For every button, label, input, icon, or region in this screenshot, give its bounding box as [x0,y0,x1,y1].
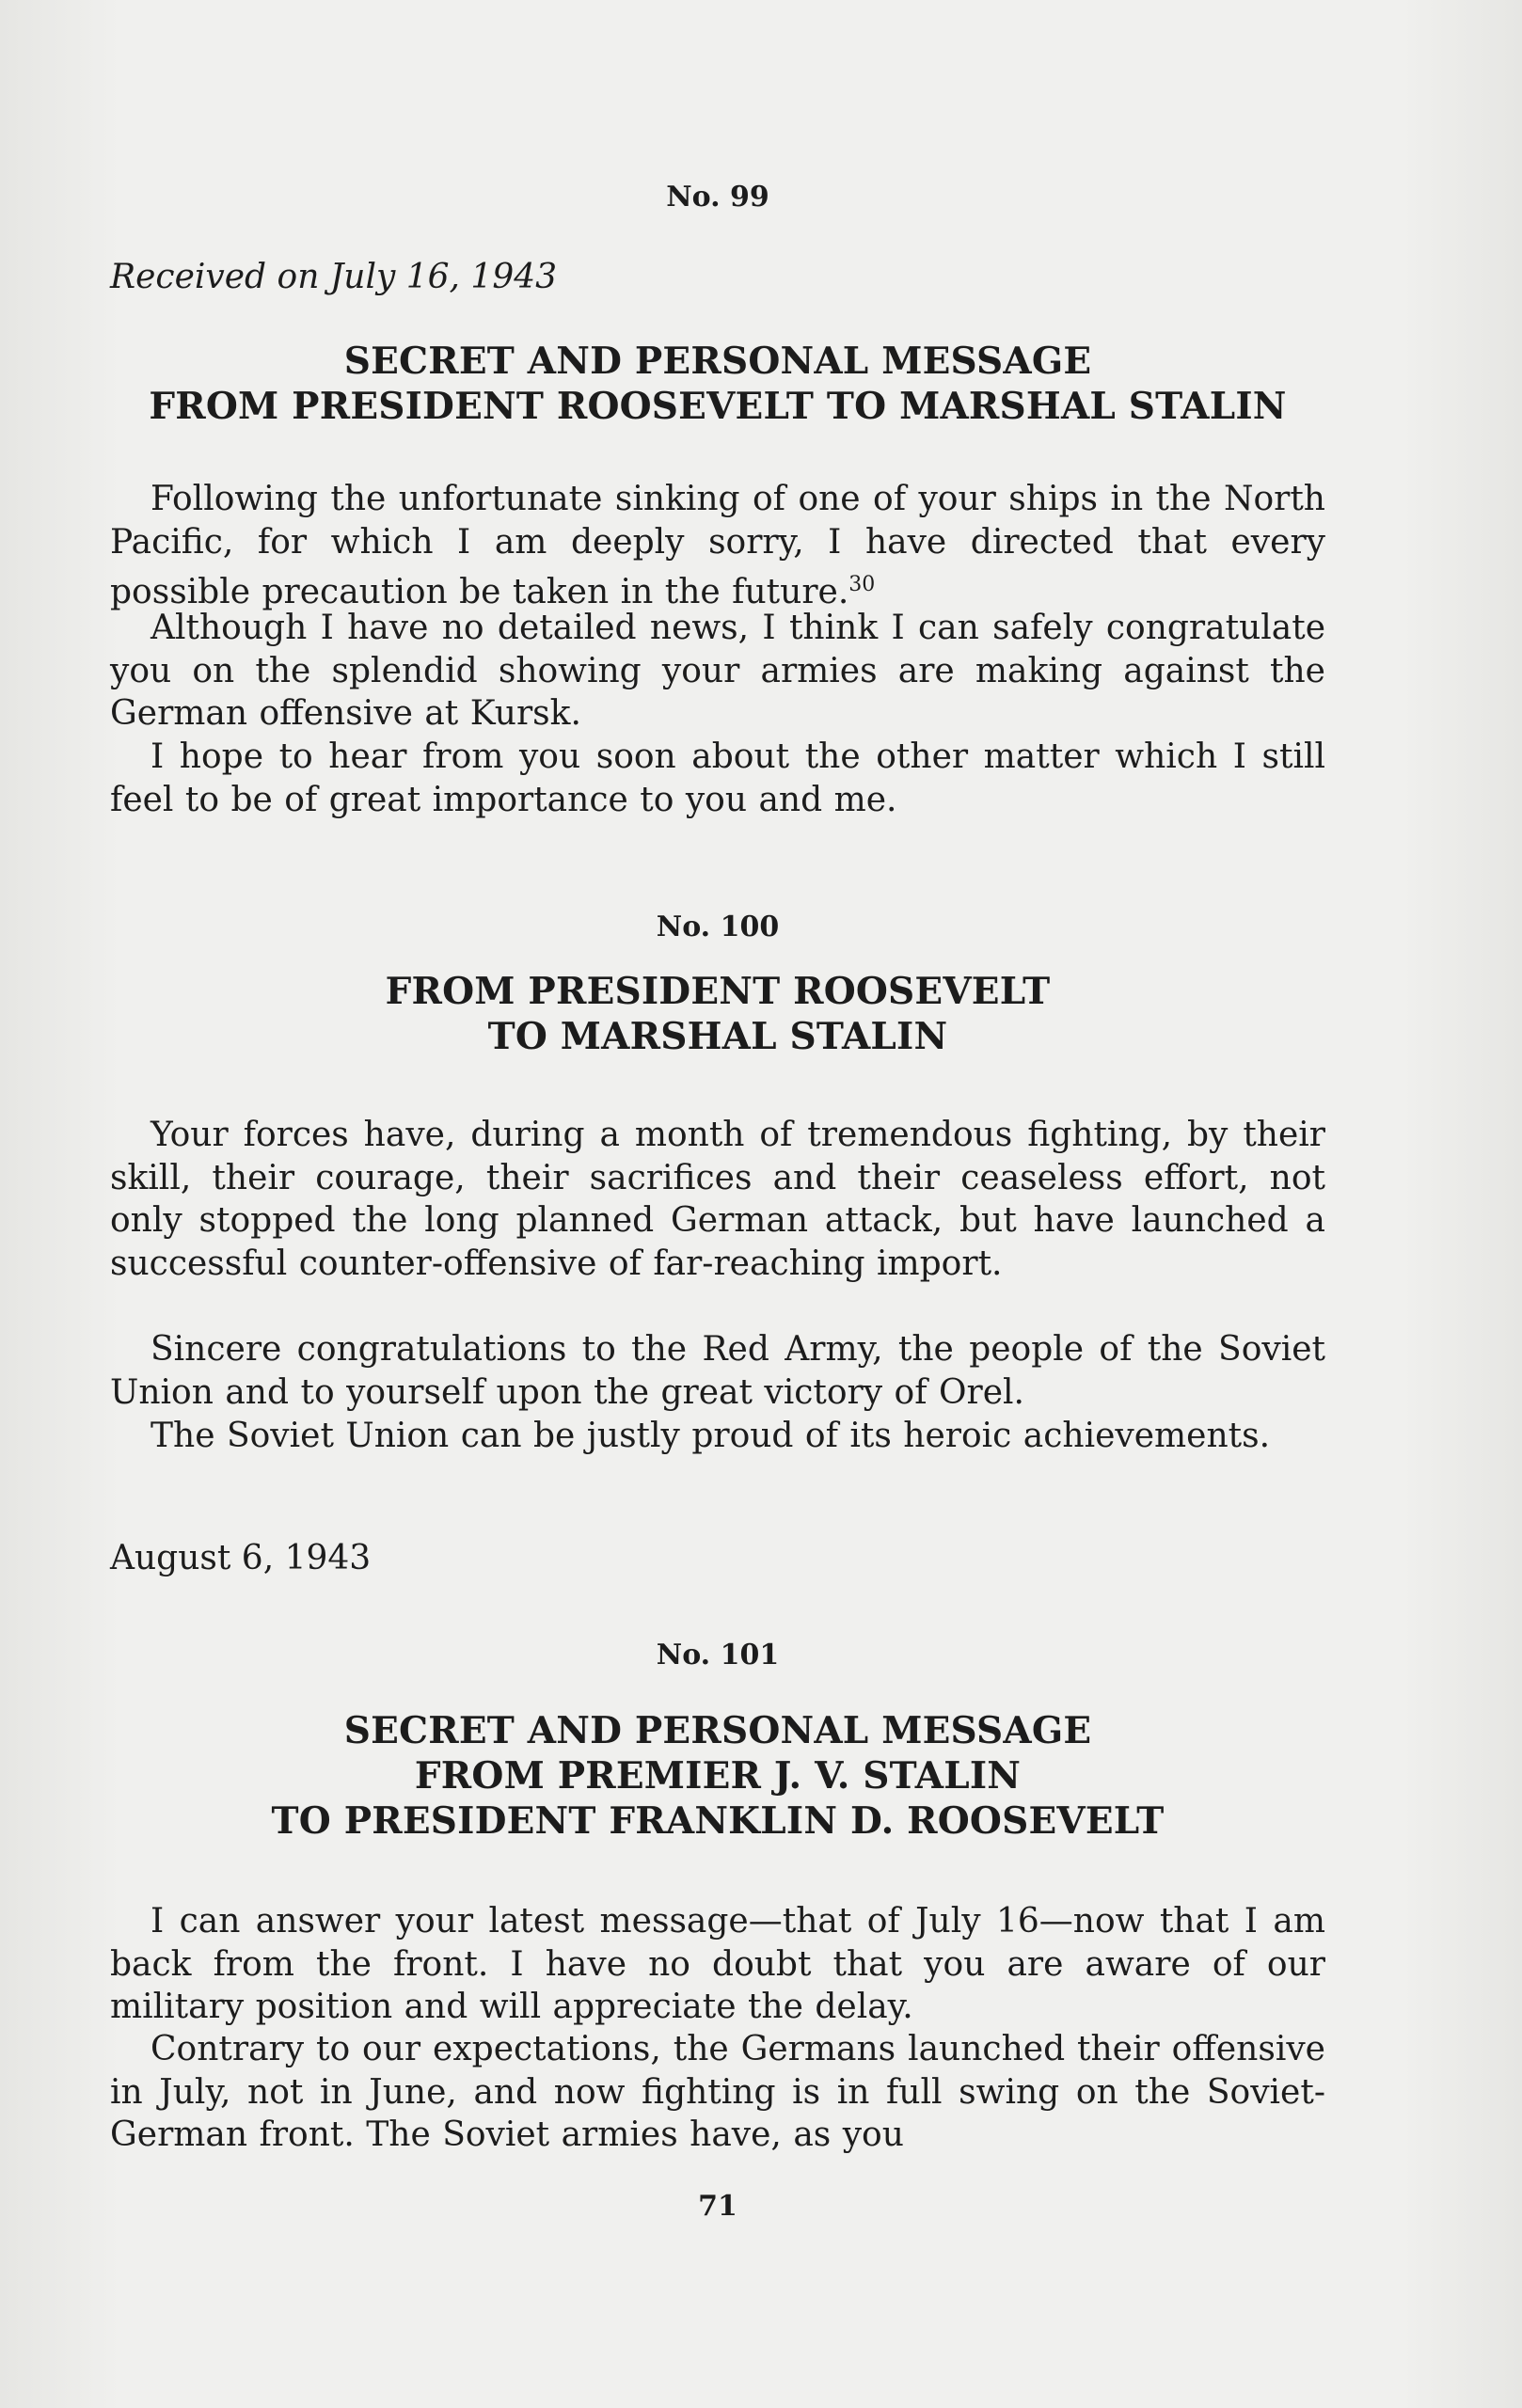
paragraph: Your forces have, during a month of tremendous fighting, by their skill, their courage, their sacrifices and their ceaseless effort, not only stopped the long planned German attack, but have launched a successful counter-offensive of far-reaching import. [110,1116,1325,1283]
message-heading [110,339,1325,429]
paragraph: I can answer your latest message—that of July 16—now that I am back from the front. I have no doubt that you are aware of our military position and will appreciate the delay. [110,1902,1325,2026]
message-heading [110,1708,1325,1844]
paragraph: Sincere congratulations to the Red Army, the people of the Soviet Union and to yourself upon the great victory of Orel. [110,1330,1325,1412]
paragraph [110,478,1325,614]
heading-line: FROM PRESIDENT ROOSEVELT [385,970,1051,1013]
heading-line: TO PRESIDENT FRANKLIN D. ROOSEVELT [271,1799,1165,1843]
document-number: No. 101 [656,1639,780,1671]
heading-line: TO MARSHAL STALIN [487,1015,948,1058]
footnote-reference: 30 [848,573,876,596]
letter-date: August 6, 1943 [110,1539,372,1577]
document-number: No. 99 [666,181,769,214]
heading-line: FROM PREMIER J. V. STALIN [414,1754,1022,1798]
received-date: Received on July 16, 1943 [110,258,558,296]
paragraph: I hope to hear from you soon about the other matter which I still feel to be of great importance to you and me. [110,737,1325,819]
heading-line: SECRET AND PERSONAL MESSAGE [343,1709,1092,1752]
paragraph: Although I have no detailed news, I think I can safely congratulate you on the splendid showing your armies are making against the German offensive at Kursk. [110,609,1325,733]
document-number: No. 100 [656,911,780,943]
paragraph-text: Following the unfortunate sinking of one of your ships in the North Pacific, for which I am deeply sorry, I have directed that every possible precaution be taken in the future. [110,480,1325,611]
message-heading [110,969,1325,1059]
paragraph: The Soviet Union can be justly proud of its heroic achievements. [151,1417,1271,1455]
paragraph: Contrary to our expectations, the Germans launched their offensive in July, not in June, and now fighting is in full swing on the Soviet-German front. The Soviet armies have, as you [110,2030,1325,2154]
page-number: 71 [698,2190,737,2223]
heading-line: FROM PRESIDENT ROOSEVELT TO MARSHAL STALIN [149,385,1287,428]
heading-line: SECRET AND PERSONAL MESSAGE [343,340,1092,383]
